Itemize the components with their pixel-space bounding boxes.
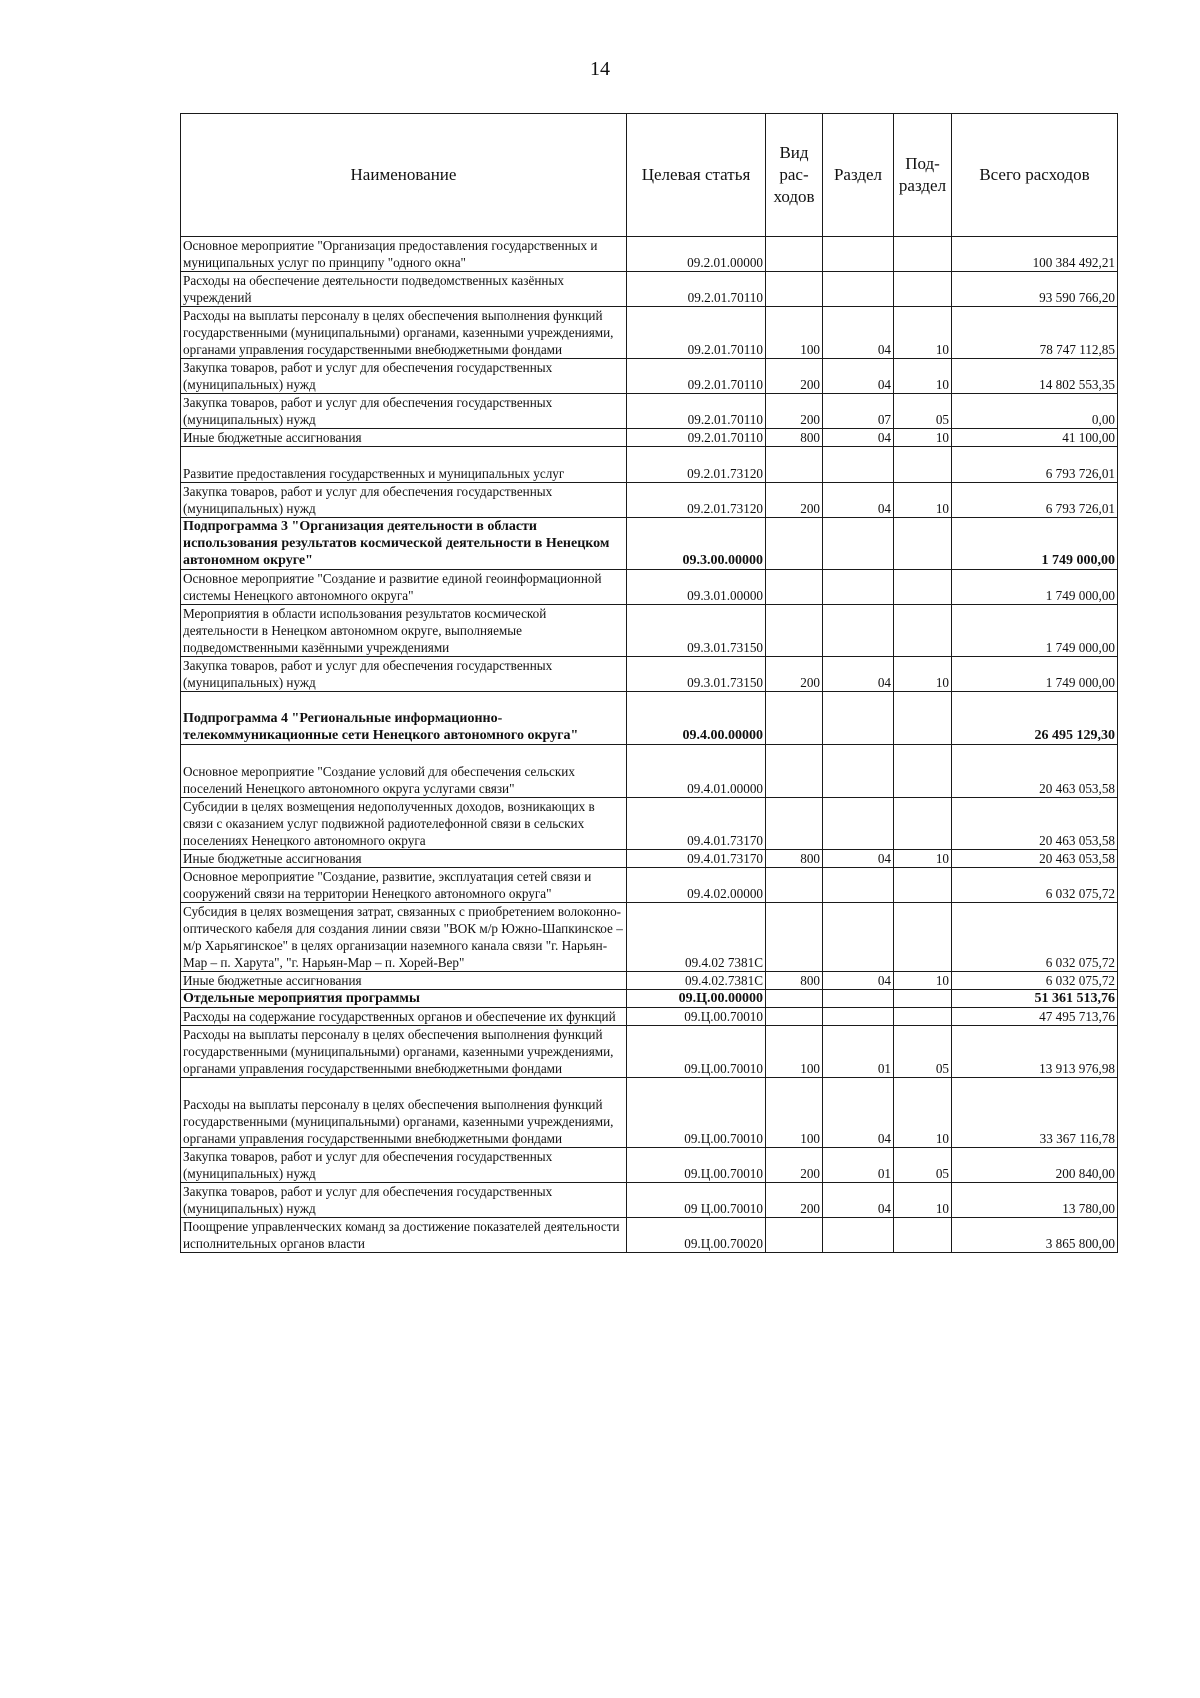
row-name-cell: Подпрограмма 3 "Организация деятельности в области использования результатов космической деятельности в Ненецком автономном округе" <box>181 518 627 570</box>
row-vid-cell: 200 <box>766 394 823 429</box>
row-total-cell: 20 463 053,58 <box>952 798 1118 850</box>
header-name: Наименование <box>181 114 627 237</box>
row-vid-cell: 800 <box>766 850 823 868</box>
table-row <box>181 483 1118 518</box>
row-code-cell: 09.2.01.70110 <box>627 359 766 394</box>
row-vid-cell: 800 <box>766 972 823 990</box>
header-razdel: Раздел <box>823 114 894 237</box>
row-vid-cell: 100 <box>766 1026 823 1078</box>
row-razdel-cell <box>823 868 894 903</box>
table-row <box>181 657 1118 692</box>
row-name-cell: Основное мероприятие "Создание условий для обеспечения сельских поселений Ненецкого автономного округа услугами связи" <box>181 745 627 798</box>
row-razdel-cell <box>823 237 894 272</box>
row-podrazdel-cell: 10 <box>894 1078 952 1148</box>
row-code-cell: 09.2.01.73120 <box>627 483 766 518</box>
row-code-cell: 09.2.01.70110 <box>627 429 766 447</box>
row-code-cell: 09.Ц.00.70010 <box>627 1026 766 1078</box>
row-total-cell: 6 793 726,01 <box>952 447 1118 483</box>
row-total-cell: 100 384 492,21 <box>952 237 1118 272</box>
row-name-cell: Расходы на выплаты персоналу в целях обеспечения выполнения функций государственными (муниципальными) органами, казенными учреждениями, органами управления государственными внебюджетными фондами <box>181 1026 627 1078</box>
row-podrazdel-cell: 10 <box>894 307 952 359</box>
header-code: Целевая статья <box>627 114 766 237</box>
row-vid-cell <box>766 798 823 850</box>
row-total-cell: 93 590 766,20 <box>952 272 1118 307</box>
row-vid-cell: 200 <box>766 359 823 394</box>
row-name-cell: Подпрограмма 4 "Региональные информационно-телекоммуникационные сети Ненецкого автономного округа" <box>181 692 627 745</box>
row-total-cell: 20 463 053,58 <box>952 745 1118 798</box>
table-row <box>181 1026 1118 1078</box>
row-name-cell: Субсидии в целях возмещения недополученных доходов, возникающих в связи с оказанием услуг подвижной радиотелефонной связи в сельских поселениях Ненецкого автономного округа <box>181 798 627 850</box>
row-total-cell: 1 749 000,00 <box>952 518 1118 570</box>
row-razdel-cell: 04 <box>823 1183 894 1218</box>
row-podrazdel-cell <box>894 570 952 605</box>
table-row <box>181 850 1118 868</box>
table-row <box>181 903 1118 972</box>
table-row <box>181 1148 1118 1183</box>
row-vid-cell <box>766 447 823 483</box>
row-vid-cell: 800 <box>766 429 823 447</box>
table-row <box>181 570 1118 605</box>
table-row <box>181 237 1118 272</box>
row-podrazdel-cell <box>894 868 952 903</box>
row-total-cell: 33 367 116,78 <box>952 1078 1118 1148</box>
row-total-cell: 47 495 713,76 <box>952 1008 1118 1026</box>
row-code-cell: 09.4.01.73170 <box>627 850 766 868</box>
row-total-cell: 14 802 553,35 <box>952 359 1118 394</box>
row-total-cell: 200 840,00 <box>952 1148 1118 1183</box>
row-name-cell: Расходы на содержание государственных органов и обеспечение их функций <box>181 1008 627 1026</box>
row-total-cell: 6 032 075,72 <box>952 903 1118 972</box>
row-total-cell: 13 780,00 <box>952 1183 1118 1218</box>
row-razdel-cell: 04 <box>823 1078 894 1148</box>
row-total-cell: 13 913 976,98 <box>952 1026 1118 1078</box>
table-row <box>181 1078 1118 1148</box>
row-razdel-cell: 04 <box>823 307 894 359</box>
row-podrazdel-cell <box>894 990 952 1008</box>
row-razdel-cell <box>823 447 894 483</box>
row-code-cell: 09.4.01.73170 <box>627 798 766 850</box>
table-row <box>181 447 1118 483</box>
row-name-cell: Субсидия в целях возмещения затрат, связанных с приобретением волоконно-оптического кабеля для создания линии связи "ВОК м/р Южно-Шапкинское – м/р Харьягинское" в целях организации наземного канала связи "г. Нарьян-Мар – п. Харута", "г. Нарьян-Мар – п. Хорей-Вер" <box>181 903 627 972</box>
table-row <box>181 394 1118 429</box>
row-code-cell: 09.4.02 7381C <box>627 903 766 972</box>
table-row <box>181 1218 1118 1253</box>
row-razdel-cell: 04 <box>823 359 894 394</box>
row-code-cell: 09 Ц.00.70010 <box>627 1183 766 1218</box>
row-name-cell: Иные бюджетные ассигнования <box>181 429 627 447</box>
row-name-cell: Развитие предоставления государственных и муниципальных услуг <box>181 447 627 483</box>
table-header-row <box>181 114 1118 237</box>
row-razdel-cell: 04 <box>823 972 894 990</box>
row-razdel-cell <box>823 570 894 605</box>
row-vid-cell: 200 <box>766 483 823 518</box>
row-total-cell: 1 749 000,00 <box>952 605 1118 657</box>
row-vid-cell <box>766 570 823 605</box>
table-row <box>181 692 1118 745</box>
row-podrazdel-cell: 10 <box>894 972 952 990</box>
row-total-cell: 1 749 000,00 <box>952 657 1118 692</box>
row-vid-cell: 100 <box>766 307 823 359</box>
row-podrazdel-cell: 10 <box>894 1183 952 1218</box>
row-code-cell: 09.Ц.00.00000 <box>627 990 766 1008</box>
row-code-cell: 09.4.02.7381C <box>627 972 766 990</box>
row-name-cell: Поощрение управленческих команд за достижение показателей деятельности исполнительных органов власти <box>181 1218 627 1253</box>
row-vid-cell <box>766 868 823 903</box>
row-podrazdel-cell <box>894 605 952 657</box>
row-razdel-cell: 07 <box>823 394 894 429</box>
row-code-cell: 09.3.01.73150 <box>627 657 766 692</box>
row-name-cell: Основное мероприятие "Создание, развитие, эксплуатация сетей связи и сооружений связи на территории Ненецкого автономного округа" <box>181 868 627 903</box>
table-row <box>181 798 1118 850</box>
row-code-cell: 09.Ц.00.70010 <box>627 1078 766 1148</box>
row-razdel-cell <box>823 798 894 850</box>
row-razdel-cell <box>823 605 894 657</box>
row-name-cell: Отдельные мероприятия программы <box>181 990 627 1008</box>
row-podrazdel-cell: 10 <box>894 657 952 692</box>
row-podrazdel-cell: 10 <box>894 429 952 447</box>
row-code-cell: 09.Ц.00.70010 <box>627 1148 766 1183</box>
row-vid-cell <box>766 1008 823 1026</box>
row-razdel-cell <box>823 745 894 798</box>
table-row <box>181 1183 1118 1218</box>
row-razdel-cell <box>823 272 894 307</box>
table-row <box>181 990 1118 1008</box>
row-total-cell: 78 747 112,85 <box>952 307 1118 359</box>
row-name-cell: Расходы на выплаты персоналу в целях обеспечения выполнения функций государственными (муниципальными) органами, казенными учреждениями, органами управления государственными внебюджетными фондами <box>181 1078 627 1148</box>
row-vid-cell <box>766 518 823 570</box>
row-vid-cell: 200 <box>766 1148 823 1183</box>
row-razdel-cell <box>823 1218 894 1253</box>
table-row <box>181 359 1118 394</box>
row-name-cell: Закупка товаров, работ и услуг для обеспечения государственных (муниципальных) нужд <box>181 657 627 692</box>
budget-table <box>180 113 1118 1253</box>
table-row <box>181 868 1118 903</box>
row-vid-cell: 100 <box>766 1078 823 1148</box>
row-podrazdel-cell: 10 <box>894 359 952 394</box>
row-total-cell: 51 361 513,76 <box>952 990 1118 1008</box>
row-total-cell: 6 032 075,72 <box>952 972 1118 990</box>
row-code-cell: 09.2.01.70110 <box>627 394 766 429</box>
row-total-cell: 20 463 053,58 <box>952 850 1118 868</box>
row-vid-cell <box>766 1218 823 1253</box>
row-podrazdel-cell <box>894 1218 952 1253</box>
row-podrazdel-cell <box>894 903 952 972</box>
row-total-cell: 6 793 726,01 <box>952 483 1118 518</box>
row-razdel-cell <box>823 1008 894 1026</box>
row-podrazdel-cell: 05 <box>894 1026 952 1078</box>
table-row <box>181 518 1118 570</box>
row-podrazdel-cell <box>894 518 952 570</box>
row-name-cell: Закупка товаров, работ и услуг для обеспечения государственных (муниципальных) нужд <box>181 1148 627 1183</box>
row-vid-cell <box>766 692 823 745</box>
row-vid-cell: 200 <box>766 1183 823 1218</box>
row-podrazdel-cell <box>894 798 952 850</box>
row-vid-cell <box>766 745 823 798</box>
page-number: 14 <box>590 58 610 80</box>
table-row <box>181 272 1118 307</box>
row-podrazdel-cell <box>894 447 952 483</box>
row-razdel-cell: 04 <box>823 429 894 447</box>
table-row <box>181 307 1118 359</box>
row-razdel-cell <box>823 692 894 745</box>
row-razdel-cell: 04 <box>823 657 894 692</box>
row-podrazdel-cell <box>894 237 952 272</box>
row-podrazdel-cell <box>894 692 952 745</box>
row-podrazdel-cell <box>894 1008 952 1026</box>
table-row <box>181 1008 1118 1026</box>
row-name-cell: Иные бюджетные ассигнования <box>181 972 627 990</box>
row-code-cell: 09.2.01.70110 <box>627 307 766 359</box>
row-vid-cell <box>766 605 823 657</box>
row-vid-cell <box>766 903 823 972</box>
row-name-cell: Закупка товаров, работ и услуг для обеспечения государственных (муниципальных) нужд <box>181 483 627 518</box>
row-razdel-cell: 04 <box>823 850 894 868</box>
row-code-cell: 09.2.01.70110 <box>627 272 766 307</box>
row-name-cell: Расходы на обеспечение деятельности подведомственных казённых учреждений <box>181 272 627 307</box>
row-code-cell: 09.2.01.73120 <box>627 447 766 483</box>
row-podrazdel-cell: 05 <box>894 394 952 429</box>
row-total-cell: 26 495 129,30 <box>952 692 1118 745</box>
row-podrazdel-cell: 10 <box>894 850 952 868</box>
row-code-cell: 09.2.01.00000 <box>627 237 766 272</box>
row-name-cell: Закупка товаров, работ и услуг для обеспечения государственных (муниципальных) нужд <box>181 394 627 429</box>
row-code-cell: 09.4.00.00000 <box>627 692 766 745</box>
row-name-cell: Закупка товаров, работ и услуг для обеспечения государственных (муниципальных) нужд <box>181 1183 627 1218</box>
row-code-cell: 09.Ц.00.70020 <box>627 1218 766 1253</box>
row-total-cell: 1 749 000,00 <box>952 570 1118 605</box>
row-name-cell: Основное мероприятие "Организация предоставления государственных и муниципальных услуг по принципу "одного окна" <box>181 237 627 272</box>
row-code-cell: 09.Ц.00.70010 <box>627 1008 766 1026</box>
table-row <box>181 605 1118 657</box>
table-row <box>181 972 1118 990</box>
row-code-cell: 09.3.01.73150 <box>627 605 766 657</box>
row-razdel-cell: 01 <box>823 1026 894 1078</box>
row-code-cell: 09.4.01.00000 <box>627 745 766 798</box>
row-razdel-cell <box>823 990 894 1008</box>
row-name-cell: Иные бюджетные ассигнования <box>181 850 627 868</box>
row-razdel-cell <box>823 903 894 972</box>
header-total: Всего расходов <box>952 114 1118 237</box>
row-podrazdel-cell: 05 <box>894 1148 952 1183</box>
row-vid-cell <box>766 272 823 307</box>
row-total-cell: 3 865 800,00 <box>952 1218 1118 1253</box>
row-total-cell: 41 100,00 <box>952 429 1118 447</box>
row-name-cell: Основное мероприятие "Создание и развитие единой геоинформационной системы Ненецкого автономного округа" <box>181 570 627 605</box>
row-code-cell: 09.3.01.00000 <box>627 570 766 605</box>
row-code-cell: 09.4.02.00000 <box>627 868 766 903</box>
row-podrazdel-cell <box>894 272 952 307</box>
row-razdel-cell: 04 <box>823 483 894 518</box>
row-name-cell: Расходы на выплаты персоналу в целях обеспечения выполнения функций государственными (муниципальными) органами, казенными учреждениями, органами управления государственными внебюджетными фондами <box>181 307 627 359</box>
header-vid: Вид рас- ходов <box>766 114 823 237</box>
table-row <box>181 745 1118 798</box>
row-razdel-cell <box>823 518 894 570</box>
row-vid-cell: 200 <box>766 657 823 692</box>
header-podrazdel: Под- раздел <box>894 114 952 237</box>
row-total-cell: 6 032 075,72 <box>952 868 1118 903</box>
row-name-cell: Закупка товаров, работ и услуг для обеспечения государственных (муниципальных) нужд <box>181 359 627 394</box>
row-total-cell: 0,00 <box>952 394 1118 429</box>
row-vid-cell <box>766 990 823 1008</box>
row-podrazdel-cell: 10 <box>894 483 952 518</box>
row-vid-cell <box>766 237 823 272</box>
row-razdel-cell: 01 <box>823 1148 894 1183</box>
table-row <box>181 429 1118 447</box>
row-podrazdel-cell <box>894 745 952 798</box>
row-code-cell: 09.3.00.00000 <box>627 518 766 570</box>
row-name-cell: Мероприятия в области использования результатов космической деятельности в Ненецком автономном округе, выполняемые подведомственными казёнными учреждениями <box>181 605 627 657</box>
